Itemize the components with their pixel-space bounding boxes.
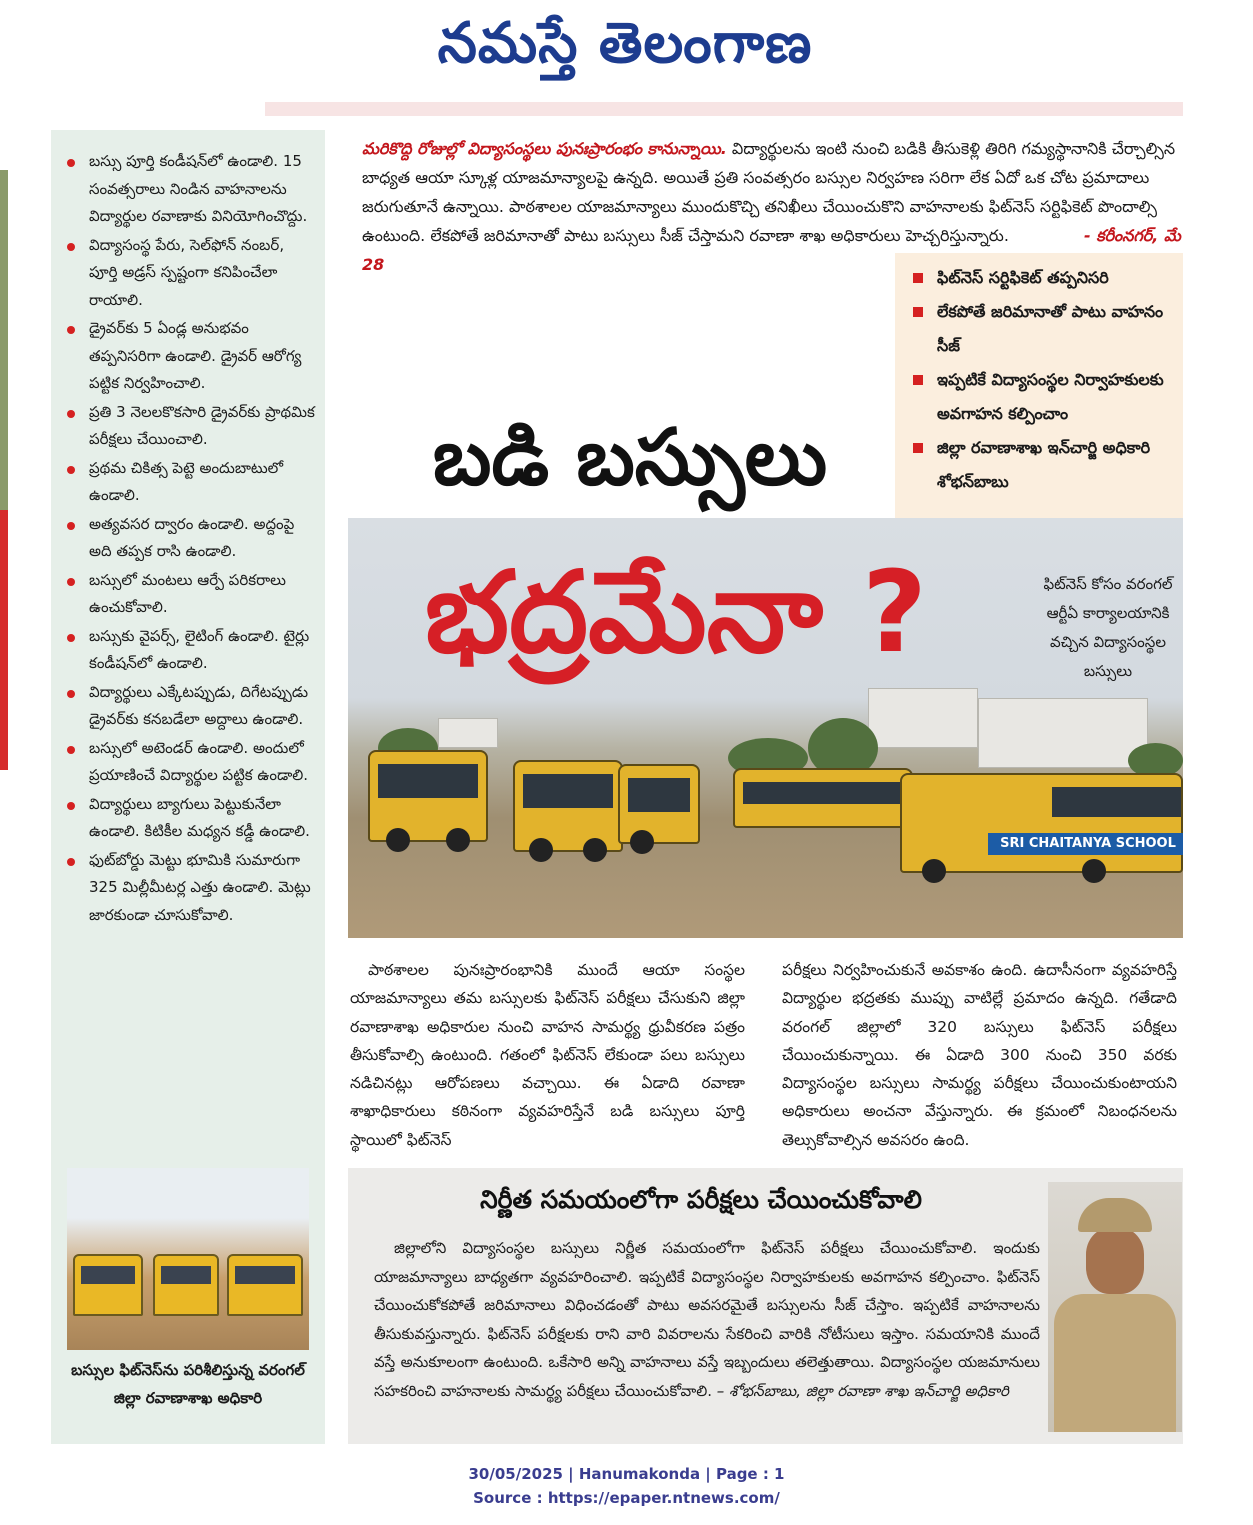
headline-line-1: బడి బస్సులు — [432, 413, 828, 503]
bullet-icon — [67, 578, 75, 586]
bullet-icon — [67, 746, 75, 754]
list-item: లేకపోతే జరిమానాతో పాటు వాహనం సీజ్ — [913, 295, 1173, 363]
bus-shape — [513, 760, 623, 852]
bullet-icon — [67, 690, 75, 698]
edition-info: 30/05/2025 | Hanumakonda | Page : 1 — [468, 1465, 785, 1483]
square-bullet-icon — [913, 307, 923, 317]
building-shape — [438, 718, 498, 748]
quote-title: నిర్ణీత సమయంలోగా పరీక్షలు చేయించుకోవాలి — [480, 1185, 922, 1214]
list-item: విద్యార్థులు ఎక్కేటప్పుడు, దిగేటప్పుడు డ్రైవర్‌కు కనబడేలా అద్దాలు ఉండాలి. — [67, 679, 315, 734]
bullet-icon — [67, 522, 75, 530]
list-item: ఫిట్‌నెస్ సర్టిఫికెట్ తప్పనిసరి — [913, 261, 1173, 295]
quote-attribution: – శోభన్‌బాబు, జిల్లా రవాణా శాఖ ఇన్‌చార్జి అధికారి — [716, 1381, 1009, 1400]
photo-caption: ఫిట్‌నెస్ కోసం వరంగల్ ఆర్టీఏ కార్యాలయానికి వచ్చిన విద్యాసంస్థల బస్సులు — [1043, 575, 1173, 680]
quote-text-block — [374, 1234, 1040, 1405]
masthead — [0, 0, 1253, 100]
list-item: బస్సులో మంటలు ఆర్పే పరికరాలు ఉంచుకోవాలి. — [67, 567, 315, 622]
left-edge-strip — [0, 110, 8, 1410]
bus-shape — [733, 768, 913, 828]
list-item: బస్సుకు వైపర్స్, లైటింగ్ ఉండాలి. టైర్లు కండీషన్‌లో ఉండాలి. — [67, 623, 315, 678]
list-item: డ్రైవర్‌కు 5 ఏండ్ల అనుభవం తప్పనిసరిగా ఉండాలి. డ్రైవర్ ఆరోగ్య పట్టిక నిర్వహించాలి. — [67, 315, 315, 398]
bullet-icon — [67, 466, 75, 474]
list-item: బస్సులో అటెండర్ ఉండాలి. అందులో ప్రయాణించే విద్యార్థుల పట్టిక ఉండాలి. — [67, 735, 315, 790]
main-photo — [348, 518, 1183, 938]
list-item: ప్రతి 3 నెలలకొకసారి డ్రైవర్‌కు ప్రాథమిక పరీక్షలు చేయించాలి. — [67, 399, 315, 454]
source-link[interactable]: Source : https://epaper.ntnews.com/ — [473, 1489, 780, 1507]
building-shape — [978, 698, 1148, 768]
bus-shape — [900, 773, 1183, 873]
inspection-photo — [67, 1168, 309, 1350]
dateline: - కరీంనగర్, మే 28 — [362, 226, 1181, 274]
square-bullet-icon — [913, 375, 923, 385]
headline-line-2: భద్రమేనా ? — [425, 548, 927, 678]
key-points-list — [913, 261, 1173, 499]
list-item: విద్యాసంస్థ పేరు, సెల్‌ఫోన్ నంబర్, పూర్తి అడ్రస్ స్పష్టంగా కనిపించేలా రాయాలి. — [67, 232, 315, 315]
rules-sidebar — [51, 130, 325, 1444]
rules-list — [51, 130, 325, 929]
bus-school-label: SRI CHAITANYA SCHOOL — [988, 833, 1183, 855]
lead-sentence: మరికొద్ది రోజుల్లో విద్యాసంస్థలు పునఃప్రారంభం కానున్నాయి. — [362, 139, 727, 158]
bullet-icon — [67, 858, 75, 866]
header-divider-bar — [265, 102, 1183, 116]
bus-shape — [618, 764, 700, 844]
bullet-icon — [67, 159, 75, 167]
quote-text: జిల్లాలోని విద్యాసంస్థల బస్సులు నిర్ణీత సమయంలోగా ఫిట్‌నెస్ పరీక్షలు చేయించుకోవాలి. ఇందుకు యాజమాన్యాలు బాధ్యతగా వ్యవహరించాలి. ఇప్పటికే విద్యాసంస్థల నిర్వాహకులకు అవగాహన కల్పించాం. ఫిట్‌నెస్ చేయించుకోకపోతే జరిమానాలు విధించడంతో పాటు అవసరమైతే బస్సులను సీజ్ చేస్తాం. ఇప్పటికే వాహనాలను తీసుకువస్తున్నారు. ఫిట్‌నెస్ పరీక్షలకు రాని వారి వివరాలను సేకరించి వారికి నోటీసులు ఇస్తాం. సమయానికి ముందే వస్తే అనుకూలంగా ఉంటుంది. ఒకేసారి అన్ని వాహనాలు వస్తే ఇబ్బందులు తలెత్తుతాయి. విద్యాసంస్థల యజమానులు సహకరించి వాహనాలకు సామర్థ్య పరీక్షలు చేయించుకోవాలి. — [374, 1239, 1040, 1400]
bus-shape — [368, 750, 488, 842]
bus-shape — [153, 1254, 219, 1316]
bullet-icon — [67, 243, 75, 251]
key-points-box — [895, 253, 1183, 541]
list-item: బస్సు పూర్తి కండీషన్‌లో ఉండాలి. 15 సంవత్సరాలు నిండిన వాహనాలను విద్యార్థుల రవాణాకు వినియోగించొద్దు. — [67, 148, 315, 231]
official-quote-box — [348, 1168, 1183, 1444]
bullet-icon — [67, 410, 75, 418]
list-item: ప్రథమ చికిత్స పెట్టె అందుబాటులో ఉండాలి. — [67, 455, 315, 510]
square-bullet-icon — [913, 443, 923, 453]
article-column-right: పరీక్షలు నిర్వహించుకునే అవకాశం ఉంది. ఉదాసీనంగా వ్యవహరిస్తే విద్యార్థుల భద్రతకు ముప్పు వాటిల్లే ప్రమాదం ఉన్నది. గతేడాది వరంగల్ జిల్లాలో 320 బస్సులు ఫిట్‌నెస్ పరీక్షలు చేయించుకున్నాయి. ఈ ఏడాది 300 నుంచి 350 వరకు విద్యాసంస్థల బస్సులు సామర్థ్య పరీక్షలు చేయించుకుంటాయని అధికారులు అంచనా వేస్తున్నారు. ఈ క్రమంలో నిబంధనలను తెల్సుకోవాల్సిన అవసరం ఉంది. — [782, 961, 1177, 1149]
list-item: విద్యార్థులు బ్యాగులు పెట్టుకునేలా ఉండాలి. కిటికీల మధ్యన కడ్డీ ఉండాలి. — [67, 791, 315, 846]
bus-shape — [73, 1254, 143, 1316]
list-item: అత్యవసర ద్వారం ఉండాలి. అద్దంపై అది తప్పక రాసి ఉండాలి. — [67, 511, 315, 566]
bullet-icon — [67, 802, 75, 810]
photo-caption: బస్సుల ఫిట్‌నెస్‌ను పరిశీలిస్తున్న వరంగల్ జిల్లా రవాణాశాఖ అధికారి — [71, 1361, 305, 1407]
bullet-icon — [67, 326, 75, 334]
bullet-icon — [67, 634, 75, 642]
list-item: ఫుట్‌బోర్డు మెట్టు భూమికి సుమారుగా 325 మిల్లీమీటర్ల ఎత్తు ఉండాలి. మెట్లు జారకుండా చూసుకోవాలి. — [67, 847, 315, 930]
page-footer — [0, 1462, 1253, 1510]
intro-text: విద్యార్థులను ఇంటి నుంచి బడికి తీసుకెళ్లి తిరిగి గమ్యస్థానానికి చేర్చాల్సిన బాధ్యత ఆయా స్కూళ్ల యాజమాన్యాలపై ఉన్నది. అయితే ప్రతి సంవత్సరం బస్సుల నిర్వహణ సరిగా లేక ఏదో ఒక చోట ప్రమాదాలు జరుగుతూనే ఉన్నాయి. పాఠశాలల యాజమాన్యాలు ముందుకొచ్చి తనిఖీలు చేయించుకొని వాహనాలకు ఫిట్‌నెస్ సర్టిఫికెట్ పొందాల్సి ఉంటుంది. లేకపోతే జరిమానాతో పాటు బస్సులు సీజ్ చేస్తామని రవాణా శాఖ అధికారులు హెచ్చరిస్తున్నారు. — [362, 139, 1176, 245]
list-item: ఇప్పటికే విద్యాసంస్థల నిర్వాహకులకు అవగాహన కల్పించాం — [913, 363, 1173, 431]
list-item: జిల్లా రవాణాశాఖ ఇన్‌చార్జి అధికారి శోభన్‌బాబు — [913, 431, 1173, 499]
square-bullet-icon — [913, 273, 923, 283]
bus-shape — [227, 1254, 303, 1316]
newspaper-logo: నమస్తే తెలంగాణ — [437, 10, 813, 76]
building-shape — [868, 688, 978, 748]
officer-photo — [1048, 1182, 1182, 1432]
article-column-left: పాఠశాలల పునఃప్రారంభానికి ముందే ఆయా సంస్థల యాజమాన్యాలు తమ బస్సులకు ఫిట్‌నెస్ పరీక్షలు చేసుకుని జిల్లా రవాణాశాఖ అధికారుల నుంచి వాహన సామర్థ్య ధ్రువీకరణ పత్రం తీసుకోవాల్సి ఉంటుంది. గతంలో ఫిట్‌నెస్ లేకుండా పలు బస్సులు నడిచినట్లు ఆరోపణలు వచ్చాయి. ఈ ఏడాది రవాణా శాఖాధికారులు కఠినంగా వ్యవహరిస్తేనే బడి బస్సులు పూర్తి స్థాయిలో ఫిట్‌నెస్ — [350, 961, 745, 1149]
